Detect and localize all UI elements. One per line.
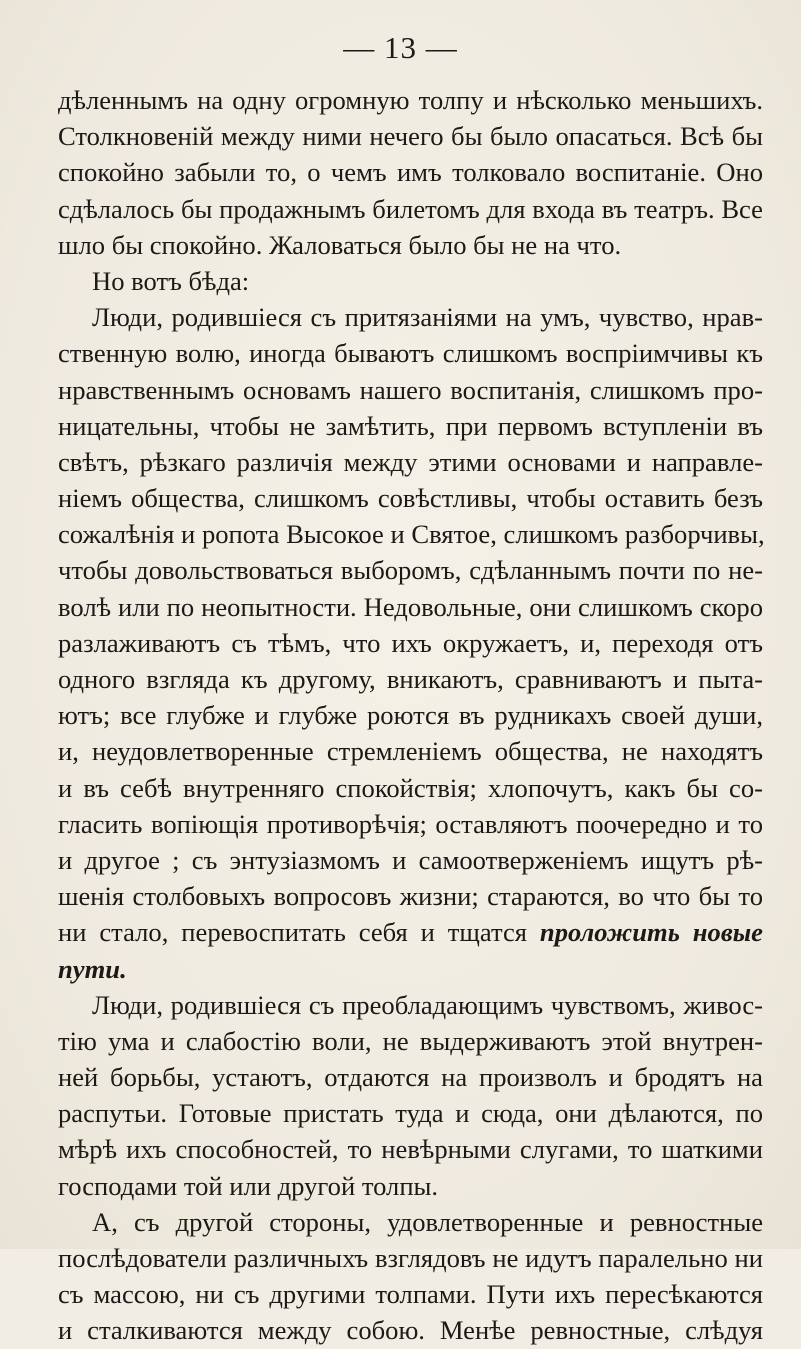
text-line — [58, 1131, 763, 1167]
text-line — [58, 878, 763, 914]
text-line-content: и сталкиваются между собою. Менѣе ревностные, слѣдуя — [58, 1315, 763, 1346]
text-line-content: распутьи. Готовые пристать туда и сюда, они дѣлаются, по — [58, 1098, 763, 1129]
text-line — [58, 154, 763, 190]
text-line — [58, 625, 763, 661]
text-line — [58, 770, 763, 806]
text-line-content: шло бы спокойно. Жаловаться было бы не на что. — [58, 229, 622, 260]
text-line-content: спокойно забыли то, о чемъ имъ толковало воспитаніе. Оно — [58, 157, 763, 188]
text-line — [58, 697, 763, 733]
text-line-content: волѣ или по неопытности. Недовольные, они слишкомъ скоро — [58, 591, 763, 622]
text-line-content: ней борьбы, устаютъ, отдаются на произволъ и бродятъ на — [58, 1062, 763, 1093]
text-line-content: гласить вопіющія противорѣчія; оставляютъ поочередно и то — [58, 808, 763, 839]
text-line-content: сожалѣнія и ропота Высокое и Святое, слишкомъ разборчивы, — [58, 519, 765, 550]
text-line — [58, 552, 763, 588]
text-line-content: чтобы довольствоваться выборомъ, сдѣланнымъ почти по не- — [58, 555, 763, 586]
text-line-content: Но вотъ бѣда: — [92, 265, 250, 296]
emphasized-text: проложить новые — [539, 917, 763, 948]
text-line — [58, 480, 763, 516]
text-line — [58, 733, 763, 769]
text-line-content: дѣленнымъ на одну огромную толпу и нѣсколько меньшихъ. — [58, 85, 763, 115]
text-line-content: и другое ; съ энтузіазмомъ и самоотверженіемъ ищутъ рѣ- — [58, 844, 763, 875]
text-line-content: господами той или другой толпы. — [58, 1170, 439, 1201]
text-line-content: мѣрѣ ихъ способностей, то невѣрными слугами, то шаткими — [58, 1134, 763, 1165]
text-line — [58, 408, 763, 444]
text-line — [58, 191, 763, 227]
text-line — [58, 299, 763, 335]
text-line — [58, 951, 763, 987]
text-line — [58, 987, 763, 1023]
text-line — [58, 1023, 763, 1059]
text-line — [58, 1276, 763, 1312]
text-line — [58, 661, 763, 697]
page-body-text — [58, 82, 763, 1349]
text-line-content: ницательны, чтобы не замѣтить, при первомъ вступленіи въ — [58, 410, 763, 441]
text-line — [58, 82, 763, 118]
text-line — [58, 806, 763, 842]
page-number: — 13 — — [343, 30, 458, 65]
text-line-content: послѣдователи различныхъ взглядовъ не идутъ паралельно ни — [58, 1243, 763, 1273]
text-line-content: и въ себѣ внутренняго спокойствія; хлопочутъ, какъ бы со- — [58, 772, 763, 803]
text-line-content: ніемъ общества, слишкомъ совѣстливы, чтобы оставить безъ — [58, 483, 763, 514]
text-line-content: тію ума и слабостію воли, не выдерживаютъ этой внутрен- — [58, 1025, 763, 1056]
text-line-content: ственную волю, иногда бываютъ слишкомъ воспріимчивы къ — [58, 338, 763, 369]
text-line-content: ни стало, перевоспитать себя и тщатся — [58, 917, 528, 948]
text-line — [58, 335, 763, 371]
text-line-content: Столкновеній между ними нечего бы было опасаться. Всѣ бы — [58, 121, 763, 152]
text-line — [58, 842, 763, 878]
text-line — [58, 589, 763, 625]
text-line — [58, 1059, 763, 1095]
text-line — [58, 914, 763, 950]
text-line-content: сдѣлалось бы продажнымъ билетомъ для входа въ театръ. Все — [58, 193, 763, 224]
text-line — [58, 1240, 763, 1276]
text-line-content: Люди, родившіеся съ притязаніями на умъ, чувство, нрав- — [92, 302, 763, 333]
text-line-content: А, съ другой стороны, удовлетворенные и ревностные — [92, 1206, 763, 1237]
text-line — [58, 263, 763, 299]
text-line-content: ютъ; все глубже и глубже роются въ рудникахъ своей души, — [58, 700, 763, 731]
text-line-content: нравственнымъ основамъ нашего воспитанія, слишкомъ про- — [58, 374, 763, 405]
text-line — [58, 227, 763, 263]
text-line — [58, 444, 763, 480]
text-line — [58, 1168, 763, 1204]
text-line-content: и, неудовлетворенные стремленіемъ общества, не находятъ — [58, 736, 763, 767]
emphasized-text: пути. — [58, 953, 127, 984]
text-line-content: шенія столбовыхъ вопросовъ жизни; стараются, во что бы то — [58, 881, 763, 912]
text-line — [58, 1312, 763, 1348]
text-line — [58, 1204, 763, 1240]
text-line — [58, 516, 763, 552]
text-line — [58, 118, 763, 154]
text-line — [58, 1095, 763, 1131]
text-line-content: разлаживаютъ съ тѣмъ, что ихъ окружаетъ, и, переходя отъ — [58, 627, 763, 658]
text-line-content: свѣтъ, рѣзкаго различія между этими основами и направле- — [58, 446, 763, 477]
text-line-content: съ массою, ни съ другими толпами. Пути ихъ пересѣкаются — [58, 1279, 763, 1310]
text-line-content: одного взгляда къ другому, вникаютъ, сравниваютъ и пыта- — [58, 664, 763, 694]
text-line-content: Люди, родившіеся съ преобладающимъ чувствомъ, живос- — [92, 989, 763, 1020]
text-line — [58, 372, 763, 408]
